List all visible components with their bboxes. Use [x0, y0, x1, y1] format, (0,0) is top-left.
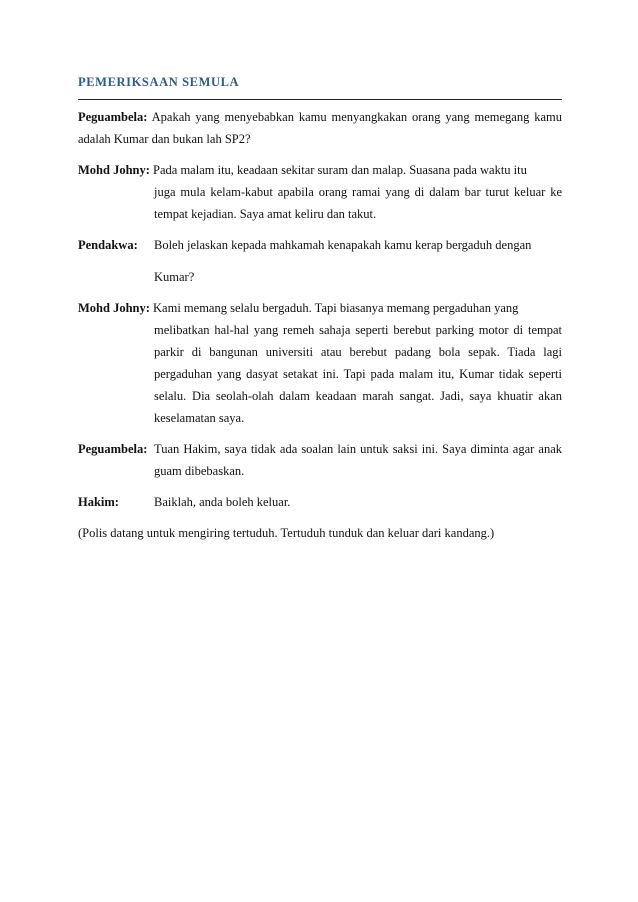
- dialogue-paragraph: [78, 106, 562, 150]
- dialogue-continuation: Kumar?: [154, 270, 195, 284]
- dialogue-entry: [78, 234, 562, 288]
- dialogue-paragraph: [78, 491, 562, 513]
- speaker-name: Pendakwa:: [78, 238, 138, 252]
- dialogue-text: Baiklah, anda boleh keluar.: [154, 495, 291, 509]
- dialogue-entry: [78, 297, 562, 429]
- dialogue-text: Apakah yang menyebabkan kamu menyangkakan orang yang memegang kamu adalah Kumar dan bukan lah SP2?: [78, 110, 562, 146]
- dialogue-entry: [78, 159, 562, 225]
- speaker-name: Mohd Johny:: [78, 301, 150, 315]
- speaker-name: Hakim:: [78, 495, 119, 509]
- dialogue-first-line: [78, 297, 562, 319]
- speaker-name: Peguambela:: [78, 110, 148, 124]
- dialogue-continuation: juga mula kelam-kabut apabila orang ramai yang di dalam bar turut keluar ke tempat kejadian. Saya amat keliru dan takut.: [154, 185, 562, 221]
- dialogue-entry: [78, 106, 562, 150]
- dialogue-paragraph: [78, 234, 562, 256]
- dialogue-text: Tuan Hakim, saya tidak ada soalan lain untuk saksi ini. Saya diminta agar anak guam dibebaskan.: [154, 442, 562, 478]
- transcript: [78, 106, 562, 544]
- speaker-name: Peguambela:: [78, 442, 148, 456]
- dialogue-text: Boleh jelaskan kepada mahkamah kenapakah kamu kerap bergaduh dengan: [154, 238, 532, 252]
- speaker-name: Mohd Johny:: [78, 163, 150, 177]
- dialogue-paragraph: [78, 438, 562, 482]
- dialogue-first-line: [78, 159, 562, 181]
- stage-direction: (Polis datang untuk mengiring tertuduh. Tertuduh tunduk dan keluar dari kandang.): [78, 526, 495, 540]
- section-heading: PEMERIKSAAN SEMULA: [78, 75, 240, 89]
- dialogue-text: Kami memang selalu bergaduh. Tapi biasanya memang pergaduhan yang: [153, 301, 519, 315]
- dialogue-text: Pada malam itu, keadaan sekitar suram dan malap. Suasana pada waktu itu: [153, 163, 527, 177]
- dialogue-continuation: melibatkan hal-hal yang remeh sahaja seperti berebut parking motor di tempat parkir di bangunan universiti atau berebut padang bola sepak. Tiada lagi pergaduhan yang dasyat setakat ini. Tapi pada malam itu, Kumar tidak seperti selalu. Dia seolah-olah dalam keadaan marah sangat. Jadi, saya khuatir akan keselamatan saya.: [154, 323, 562, 425]
- dialogue-entry: [78, 491, 562, 513]
- dialogue-entry: [78, 438, 562, 482]
- heading-underline: [78, 99, 562, 100]
